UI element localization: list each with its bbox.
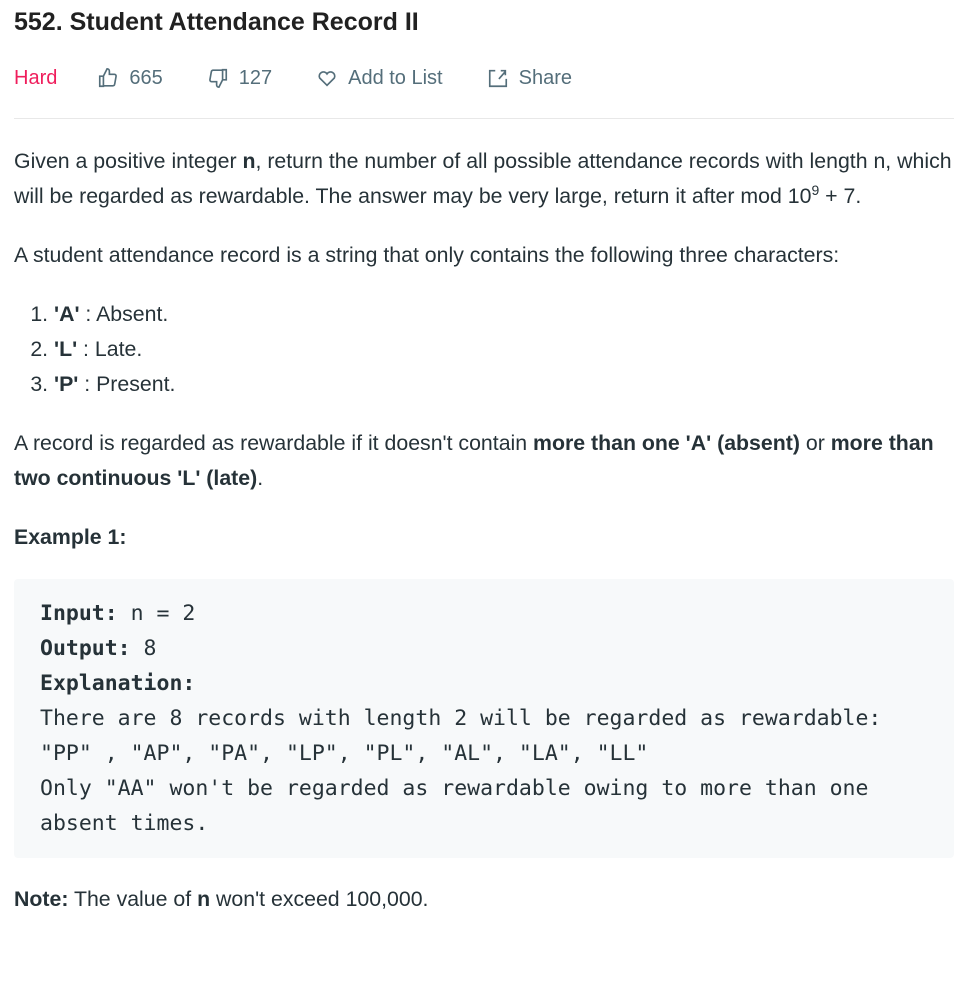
problem-description <box>14 144 954 941</box>
list-item: 1. 'A' : Absent. <box>54 297 954 332</box>
difficulty-badge: Hard <box>14 66 58 89</box>
divider <box>14 118 954 119</box>
example-heading: Example 1: <box>14 525 127 549</box>
heart-icon <box>316 67 338 89</box>
add-to-list-label: Add to List <box>348 66 443 89</box>
example-code-block: Input: n = 2 Output: 8 Explanation: There are 8 records with length 2 will be regarded as rewardable: "PP" , "AP", "PA", "LP", "PL", "AL", "LA", "LL" Only "AA" won't be regarded as rewardable owing to more than one absent times. <box>14 579 954 858</box>
thumbs-down-icon <box>207 67 229 89</box>
note: Note: The value of n won't exceed 100,000. <box>14 887 429 911</box>
add-to-list-button[interactable] <box>316 67 443 90</box>
dislike-count: 127 <box>238 66 273 89</box>
problem-title: 552. Student Attendance Record II <box>14 8 419 36</box>
share-icon <box>487 67 509 89</box>
description-paragraph: A student attendance record is a string that only contains the following three characters: <box>14 243 840 267</box>
thumbs-up-icon <box>97 67 119 89</box>
problem-meta-bar <box>14 64 616 92</box>
like-button[interactable] <box>97 67 162 90</box>
share-label: Share <box>518 66 572 89</box>
list-item: 3. 'P' : Present. <box>54 367 954 402</box>
character-list <box>14 297 954 402</box>
share-button[interactable] <box>487 67 572 90</box>
list-item: 2. 'L' : Late. <box>54 332 954 367</box>
description-paragraph: Given a positive integer n, return the number of all possible attendance records with length n, which will be regarded as rewardable. The answer may be very large, return it after mod $10^9 + 7$. <box>14 149 952 208</box>
description-paragraph: A record is regarded as rewardable if it doesn't contain more than one 'A' (absent) or more than two continuous 'L' (late). <box>14 431 934 490</box>
dislike-button[interactable] <box>207 67 272 90</box>
like-count: 665 <box>129 66 163 89</box>
